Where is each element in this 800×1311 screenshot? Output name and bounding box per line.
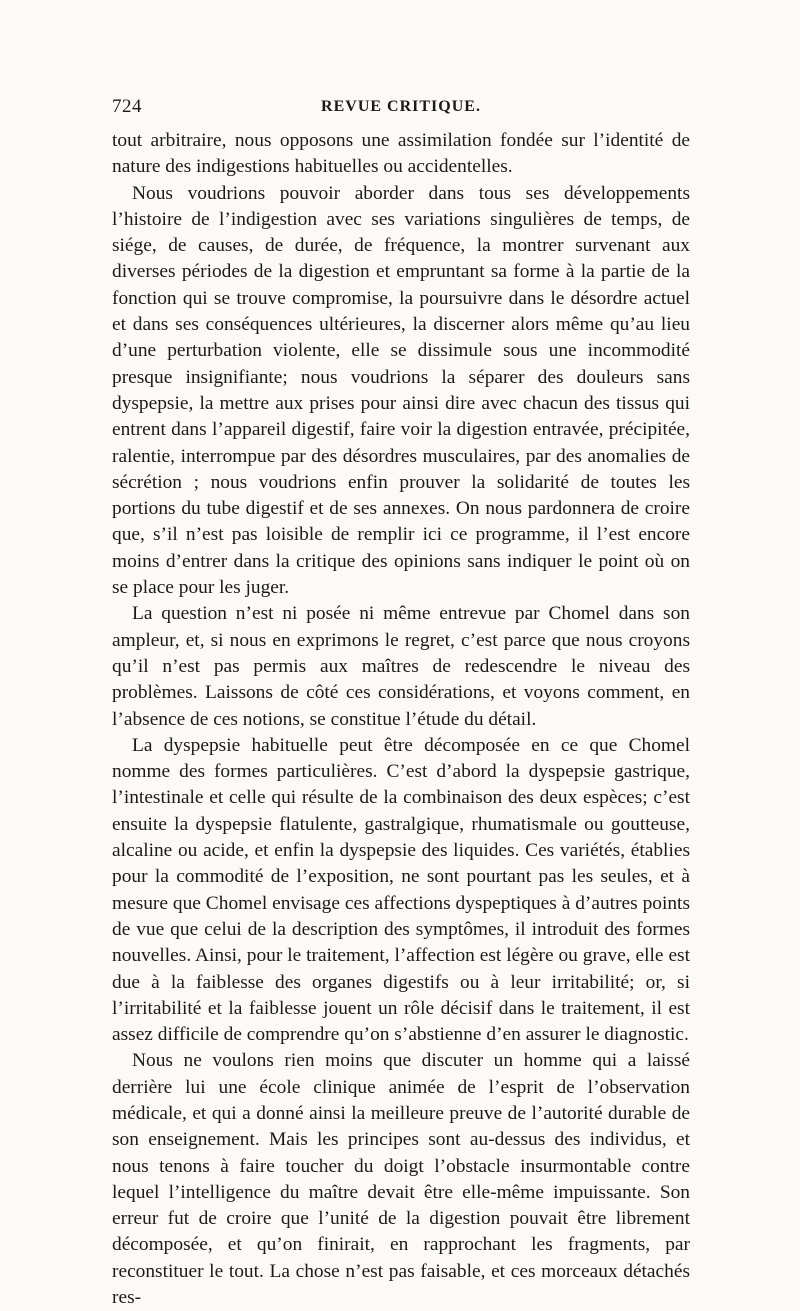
running-head: REVUE CRITIQUE. [321, 98, 481, 115]
body-text [112, 128, 690, 1311]
paragraph-chomel-critique: Nous ne voulons rien moins que discuter un homme qui a laissé derrière lui une école clinique animée de l’esprit de l’observation médicale, et qui a donné ainsi la meilleure preuve de l’autorité durable de son enseignement. Mais les principes sont au-dessus des individus, et nous tenons à faire toucher du doigt l’obstacle insurmontable contre lequel l’intelligence du maître devait être elle-même impuissante. Son erreur fut de croire que l’unité de la digestion pouvait être librement décomposée, et qu’on finirait, en rapprochant les fragments, par reconstituer le tout. La chose n’est pas faisable, et ces morceaux détachés res- [112, 1050, 690, 1309]
paragraph-dyspepsia-forms: La dyspepsie habituelle peut être décomposée en ce que Chomel nomme des formes particulières. C’est d’abord la dyspepsie gastrique, l’intestinale et celle qui résulte de la combinaison des deux espèces; c’est ensuite la dyspepsie flatulente, gastralgique, rhumatismale ou goutteuse, alcaline ou acide, et enfin la dyspepsie des liquides. Ces variétés, établies pour la commodité de l’exposition, ne sont pourtant pas les seules, et à mesure que Chomel envisage ces affections dyspeptiques à d’autres points de vue que celui de la description des symptômes, il introduit des formes nouvelles. Ainsi, pour le traitement, l’affection est légère ou grave, elle est due à la faiblesse des organes digestifs ou à leur irritabilité; or, si l’irritabilité et la faiblesse jouent un rôle décisif dans le traitement, il est assez difficile de comprendre qu’on s’abstienne d’en assurer le diagnostic. [112, 734, 690, 1046]
paragraph-continuation: tout arbitraire, nous opposons une assimilation fondée sur l’identité de nature des indigestions habituelles ou accidentelles. [112, 130, 690, 178]
paragraph-indigestion-history: Nous voudrions pouvoir aborder dans tous ses développements l’histoire de l’indigestion avec ses variations singulières de temps, de siége, de causes, de durée, de fréquence, la montrer survenant aux diverses périodes de la digestion et empruntant sa forme à la partie de la fonction qui se trouve compromise, la poursuivre dans le désordre actuel et dans ses conséquences ultérieures, la discerner alors même qu’au lieu d’une perturbation violente, elle se dissimule sous une incommodité presque insignifiante; nous voudrions la séparer des douleurs sans dyspepsie, la mettre aux prises pour ainsi dire avec chacun des tissus qui entrent dans l’appareil digestif, faire voir la digestion entravée, précipitée, ralentie, interrompue par des désordres musculaires, par des anomalies de sécrétion ; nous voudrions enfin prouver la solidarité de toutes les portions du tube digestif et de ses annexes. On nous pardonnera de croire que, s’il n’est pas loisible de remplir ici ce programme, il l’est encore moins d’entrer dans la critique des opinions sans indiquer le point où on se place pour les juger. [112, 182, 690, 599]
page-number: 724 [112, 96, 142, 117]
page-header [112, 96, 690, 122]
paragraph-question-chomel: La question n’est ni posée ni même entrevue par Chomel dans son ampleur, et, si nous en exprimons le regret, c’est parce que nous croyons qu’il n’est pas permis aux maîtres de redescendre le niveau des problèmes. Laissons de côté ces considérations, et voyons comment, en l’absence de ces notions, se constitue l’étude du détail. [112, 603, 690, 730]
